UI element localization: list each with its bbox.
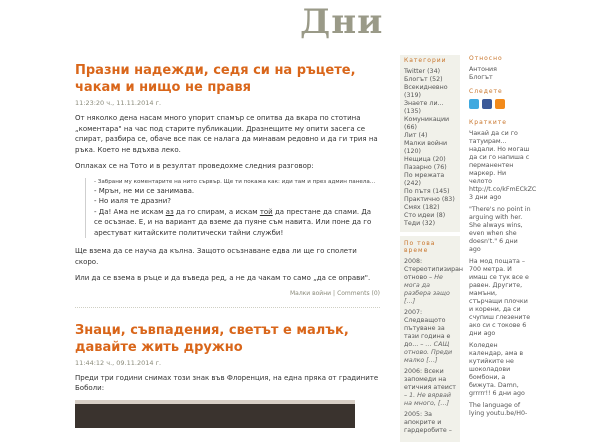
archive-heading: По това време [404,240,436,254]
post-date: 11:44:12 ч., 09.11.2014 г. [75,358,162,367]
post-footer: Малки войни | Comments (0) [289,289,380,297]
site-title[interactable]: Дни [300,2,384,42]
category-item[interactable]: Нещица (20) [404,156,446,163]
category-item[interactable]: Лит (4) [404,132,428,139]
about-link-antonia[interactable]: Антония [469,66,497,73]
quote-emphasis: аз [165,207,174,216]
about-list [469,66,531,82]
categories-list [404,68,456,228]
archive-item[interactable]: 2005: За апокрите и гардеробите – [404,411,452,434]
social-icons [469,99,531,109]
post-paragraph: Или да се взема в ръце и да въведа ред, а не да чакам то само „да се оправи". [75,274,371,282]
quote-text: да го спирам, а искам [173,207,260,216]
post-paragraph: Преди три години снимах този знак във Флоренция, на една пряка от градините Боболи: [75,373,379,392]
category-item[interactable]: Малки войни (120) [404,140,448,155]
post-category-link[interactable]: Малки войни [289,289,332,297]
main-content [75,62,380,428]
category-item[interactable]: Всекидневно (319) [404,84,448,99]
category-item[interactable]: По мрежата (242) [404,172,445,187]
post [75,62,380,297]
tweet-item: Коледен календар, ама в кутийките не шоколадови бомбони, а бижута. Damn, grrrrr!! 6 дни ago [469,342,525,397]
quote-line [94,207,380,239]
sidebar-left [400,55,464,442]
post-title[interactable]: Знаци, съвпадения, светът е малък, давайте жить дружно [75,322,349,355]
quote-emphasis: той [259,207,273,216]
archive-item[interactable]: 2007: Следващото пътуване за тази година е до... – … САЩ отново. Преди малко […] [404,309,453,364]
follow-heading: Следете [469,88,503,95]
tweets-heading: Кратките [469,119,507,126]
category-item[interactable]: Знаете ли... (135) [404,100,444,115]
category-item[interactable]: Теди (32) [404,220,436,227]
tweet-item: На мод пощата – 700 метра. И имаш се тук все е равен. Другите, мамъни, стърчащи плочки и корени, да си счупиш глезените ако си с токове 6 дни ago [469,258,531,337]
post-paragraph: Ще взема да се науча да кълна. Защото осъзнаване едва ли ще го сполети скоро. [75,247,357,266]
post-photo[interactable] [75,400,355,428]
about-heading: Относно [469,55,503,62]
facebook-icon[interactable] [482,99,492,109]
post-title[interactable]: Празни надежди, седя си на ръцете, чакам и нищо не правя [75,63,356,95]
blockquote [85,178,380,239]
about-block [469,55,531,82]
tweet-item: Чакай да си го татуирам... надали. Но могаш да си го напиша с перманентен маркер. Ни челото http://t.co/kFmECkZC 3 дни ago [469,130,537,201]
follow-block [469,88,531,109]
quote-line: - Мрън, не ми се занимава. [94,186,195,195]
post [75,322,380,428]
post-paragraph: Оплаках се на Тото и в резултат проведохме следния разговор: [75,162,314,170]
archive-list [404,258,464,435]
archive-item[interactable]: 2006: Всеки запомеди на етичния атеист – 1. Не вярвай на много, […] [404,368,456,407]
category-item[interactable]: Twitter (34) [404,68,441,75]
archive-item[interactable]: 2008: Стереотипизиран отново – Не мога да разбера защо […] [404,258,464,305]
category-item[interactable]: Блогът (52) [404,76,443,83]
categories-heading: Категории [404,57,447,64]
quote-text: да престане да спами. Да се осъзнае. Е, и на вариант да вземе да пуяне съм навита. Или поне да го арестуват китайските политически тайни служби! [94,207,372,237]
category-item[interactable]: Комуникации (66) [404,116,450,131]
tweets-block [469,119,537,418]
tweet-item: "There's no point in arguing with her. She always wins, even when she doesn't." 6 дни ago [469,206,531,253]
quote-line: - Но иаля те дразни? [94,197,172,205]
sidebar-right [469,55,537,424]
post-divider [75,307,380,308]
categories-panel [400,55,464,442]
category-item[interactable]: Пазарно (76) [404,164,447,171]
quote-line: - Забрани му коментарите на нито сървър. Ще ти покажа как: иди там и през админ панела... [94,178,376,185]
rss-icon[interactable] [495,99,505,109]
category-item[interactable]: Смях (182) [404,204,440,211]
post-date: 11:23:20 ч., 11.11.2014 г. [75,99,162,107]
category-item[interactable]: Сто идеи (8) [404,212,446,219]
post-paragraph: От няколко дена насам много упорит спамър се опитва да вкара по стотина „коментара" на час под старите публикации. Дразнещите му опити засега се спират, разбира се, обаче все пак се налага да минавам редовно и да ги трия на ръка. Което не вдъхва леко. [75,114,378,154]
quote-text: - Да! Ама не искам [94,207,166,216]
twitter-icon[interactable] [469,99,479,109]
about-link-blog[interactable]: Блогът [469,74,493,81]
comments-link[interactable]: Comments (0) [337,289,380,297]
category-item[interactable]: Практично (83) [404,196,455,203]
tweet-item: The language of lying youtu.be/H0- [469,402,528,417]
category-item[interactable]: По пътя (145) [404,188,450,195]
